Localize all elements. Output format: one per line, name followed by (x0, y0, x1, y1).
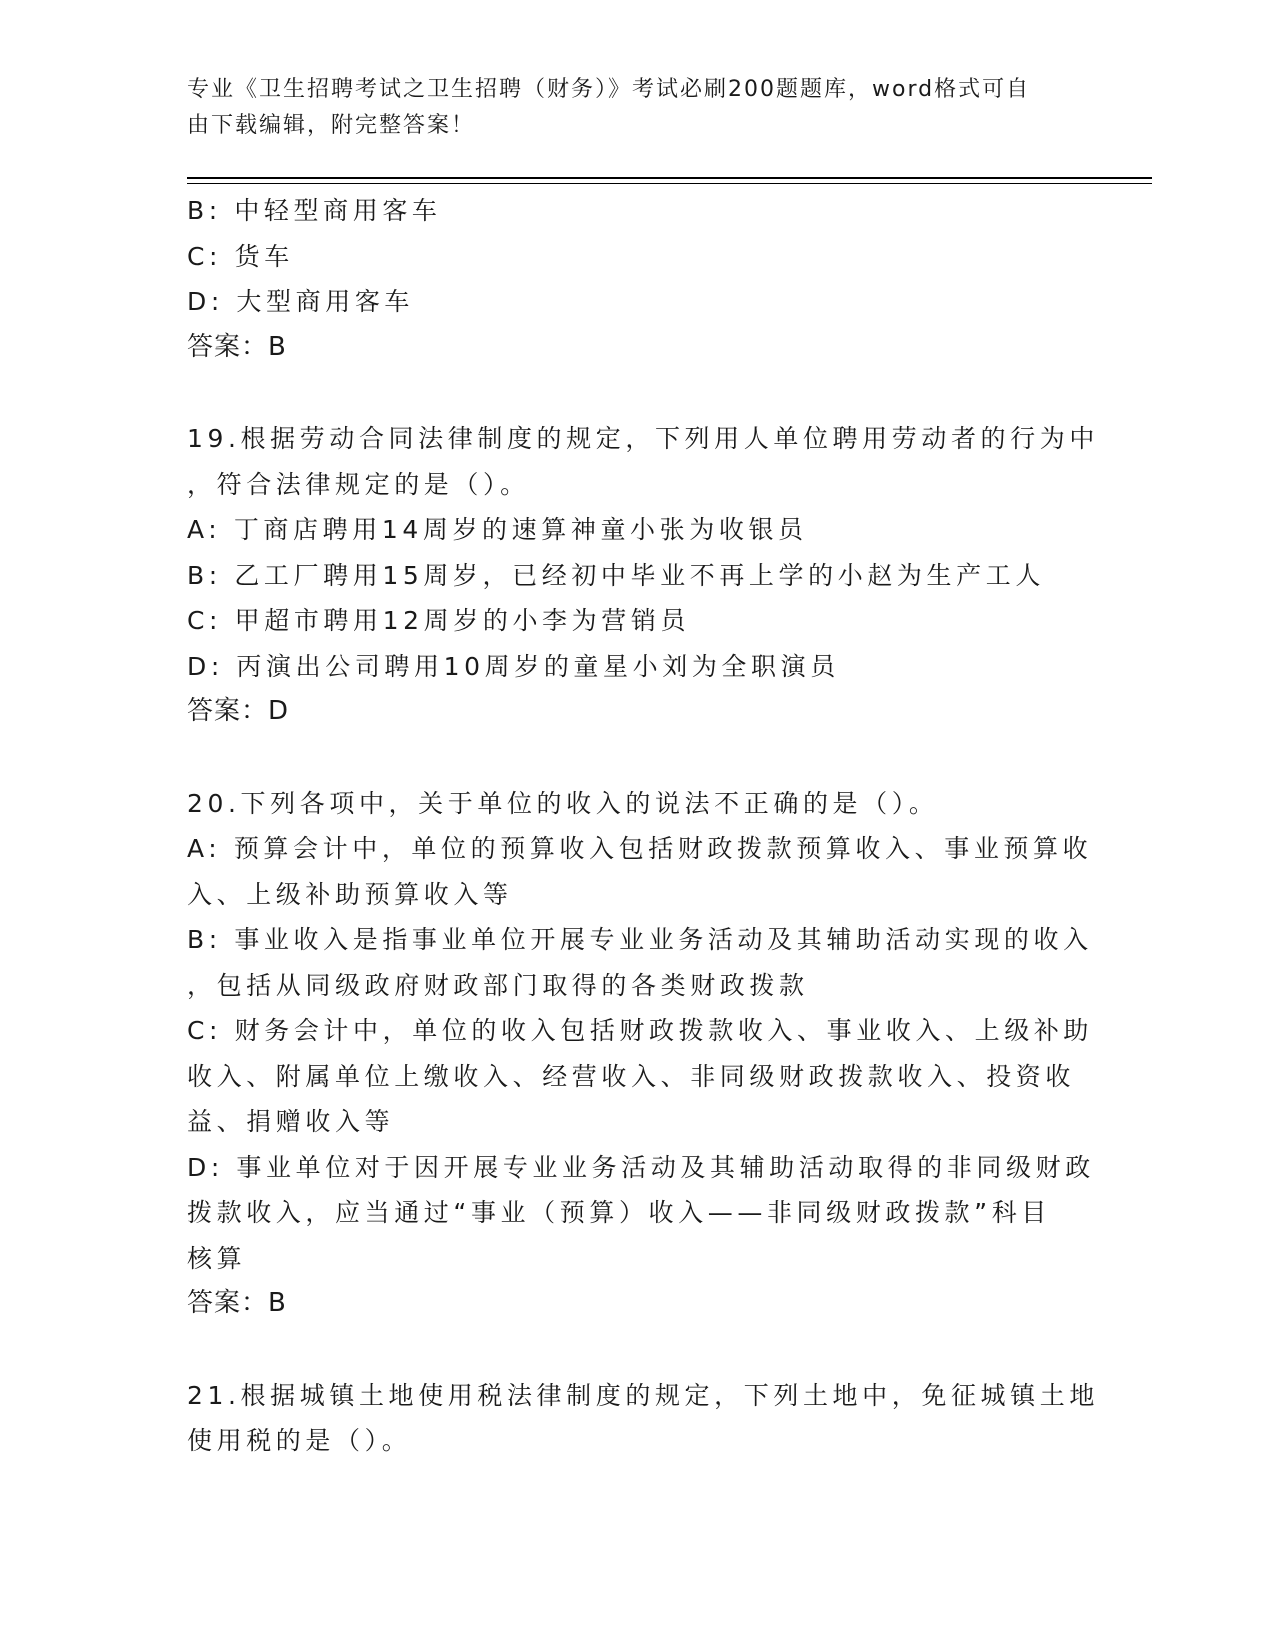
q19-option-a: A: 丁商店聘用14周岁的速算神童小张为收银员 (187, 515, 808, 544)
q20-option-b-line-2: ，包括从同级政府财政部门取得的各类财政拨款 (187, 970, 809, 1000)
q18-option-b: B: 中轻型商用客车 (187, 196, 442, 225)
spacer (187, 735, 1067, 781)
header-line-2: 由下载编辑，附完整答案！ (187, 113, 476, 138)
q19-stem-line-1: 19.根据劳动合同法律制度的规定，下列用人单位聘用劳动者的行为中 (187, 424, 1099, 453)
q18-answer: 答案：B (187, 331, 287, 362)
q20-option-a-line-1: A: 预算会计中，单位的预算收入包括财政拨款预算收入、事业预算收 (187, 834, 1093, 863)
q21-stem-line-2: 使用税的是（）。 (187, 1426, 412, 1455)
question-21 (187, 1373, 1099, 1464)
q18-option-c: C: 货车 (187, 241, 294, 271)
spacer (187, 1327, 1067, 1373)
header-line-1: 专业《卫生招聘考试之卫生招聘（财务）》考试必刷200题题库，word格式可自 (187, 77, 1031, 102)
question-20 (187, 781, 1095, 1327)
header-rule-thick (187, 177, 1152, 179)
q20-option-c-line-3: 益、捐赠收入等 (187, 1107, 395, 1136)
q20-option-a-line-2: 入、上级补助预算收入等 (187, 879, 513, 909)
q20-option-b-line-1: B: 事业收入是指事业单位开展专业业务活动及其辅助活动实现的收入 (187, 925, 1093, 954)
q20-option-d-line-3: 核算 (187, 1243, 247, 1273)
q20-option-c-line-1: C: 财务会计中，单位的收入包括财政拨款收入、事业收入、上级补助 (187, 1016, 1094, 1045)
spacer (187, 370, 1067, 416)
q20-option-c-line-2: 收入、附属单位上缴收入、经营收入、非同级财政拨款收入、投资收 (187, 1061, 1076, 1091)
q19-option-d: D: 丙演出公司聘用10周岁的童星小刘为全职演员 (187, 651, 840, 681)
q19-answer: 答案：D (187, 696, 290, 726)
header-rule-thin (187, 183, 1152, 184)
q19-stem-line-2: ，符合法律规定的是（）。 (187, 469, 530, 499)
question-18 (187, 188, 1067, 370)
q20-option-d-line-2: 拨款收入，应当通过“事业（预算）收入——非同级财政拨款”科目 (187, 1198, 1051, 1227)
q18-option-d: D: 大型商用客车 (187, 287, 415, 316)
q21-stem-line-1: 21.根据城镇土地使用税法律制度的规定，下列土地中，免征城镇土地 (187, 1380, 1099, 1410)
q19-option-c: C: 甲超市聘用12周岁的小李为营销员 (187, 606, 691, 635)
document-header (187, 72, 1067, 144)
q20-option-d-line-1: D: 事业单位对于因开展专业业务活动及其辅助活动取得的非同级财政 (187, 1152, 1095, 1182)
q20-stem-line-1: 20.下列各项中，关于单位的收入的说法不正确的是（）。 (187, 788, 939, 818)
q19-option-b: B: 乙工厂聘用15周岁，已经初中毕业不再上学的小赵为生产工人 (187, 560, 1045, 590)
q20-answer: 答案：B (187, 1288, 287, 1318)
question-19 (187, 416, 1099, 735)
question-content (187, 188, 1099, 1464)
